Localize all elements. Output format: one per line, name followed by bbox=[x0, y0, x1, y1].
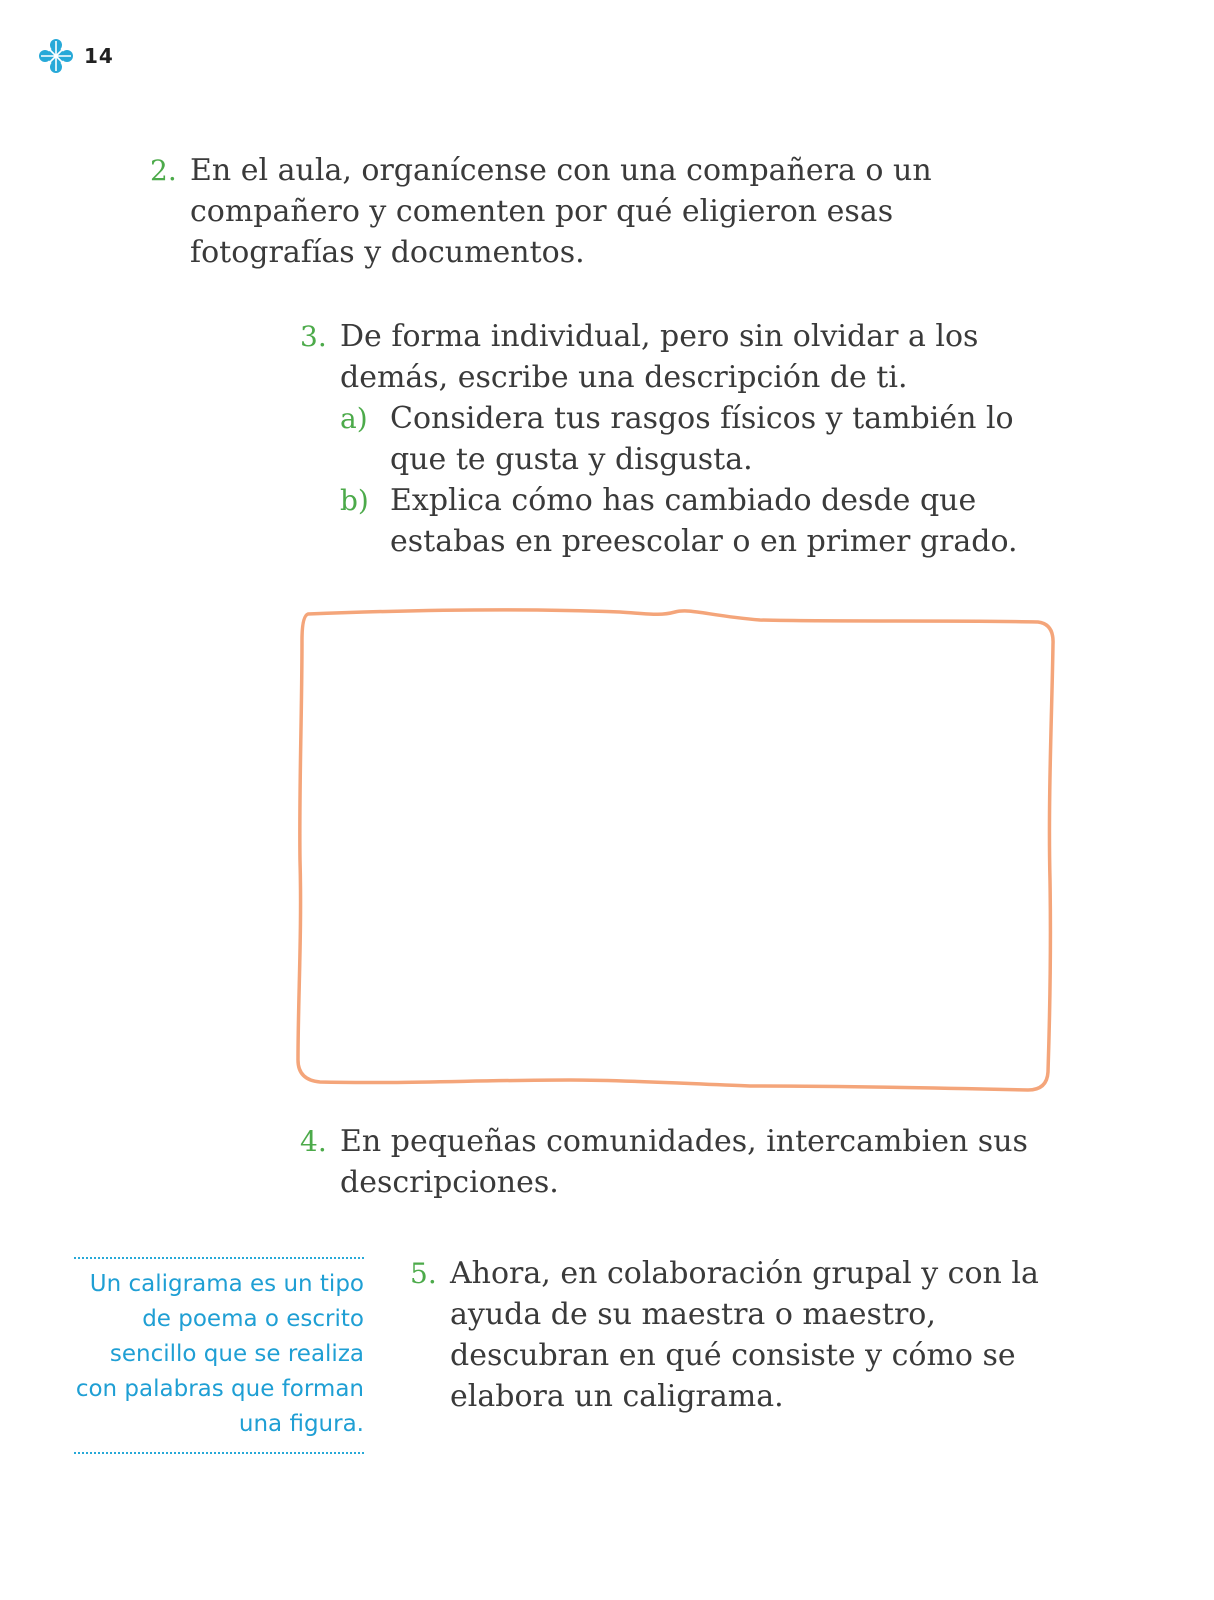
subitem-a bbox=[340, 398, 1040, 480]
item-text: Ahora, en colaboración grupal y con la ayuda de su maestra o maestro, descubran en qué consiste y cómo se elabora un caligrama. bbox=[450, 1256, 1039, 1414]
item-number: 5. bbox=[410, 1257, 437, 1290]
page-header bbox=[38, 38, 114, 74]
page-number: 14 bbox=[84, 44, 114, 68]
item-number: 2. bbox=[150, 154, 177, 187]
subitem-text: Considera tus rasgos físicos y también lo que te gusta y disgusta. bbox=[390, 401, 1014, 477]
subitem-b bbox=[340, 480, 1040, 562]
quatrefoil-logo-icon bbox=[38, 38, 74, 74]
item-text: En el aula, organícense con una compañera o un compañero y comenten por qué eligieron esas fotografías y documentos. bbox=[190, 153, 932, 270]
item-text: De forma individual, pero sin olvidar a los demás, escribe una descripción de ti. bbox=[340, 319, 979, 395]
activity-item-5 bbox=[410, 1253, 1050, 1417]
item-text: En pequeñas comunidades, intercambien sus descripciones. bbox=[340, 1124, 1028, 1200]
subitem-text: Explica cómo has cambiado desde que estabas en preescolar o en primer grado. bbox=[390, 483, 1018, 559]
subitem-letter: a) bbox=[340, 402, 368, 435]
activity-item-4 bbox=[300, 1121, 1040, 1203]
subitem-letter: b) bbox=[340, 484, 369, 517]
activity-item-2 bbox=[150, 150, 950, 273]
item-number: 3. bbox=[300, 320, 327, 353]
note-text: Un caligrama es un tipo de poema o escrito sencillo que se realiza con palabras que forman una figura. bbox=[75, 1271, 364, 1437]
writing-box[interactable] bbox=[290, 600, 1066, 1100]
activity-item-3 bbox=[300, 316, 1040, 562]
caligrama-definition-note bbox=[74, 1257, 364, 1454]
item-number: 4. bbox=[300, 1125, 327, 1158]
